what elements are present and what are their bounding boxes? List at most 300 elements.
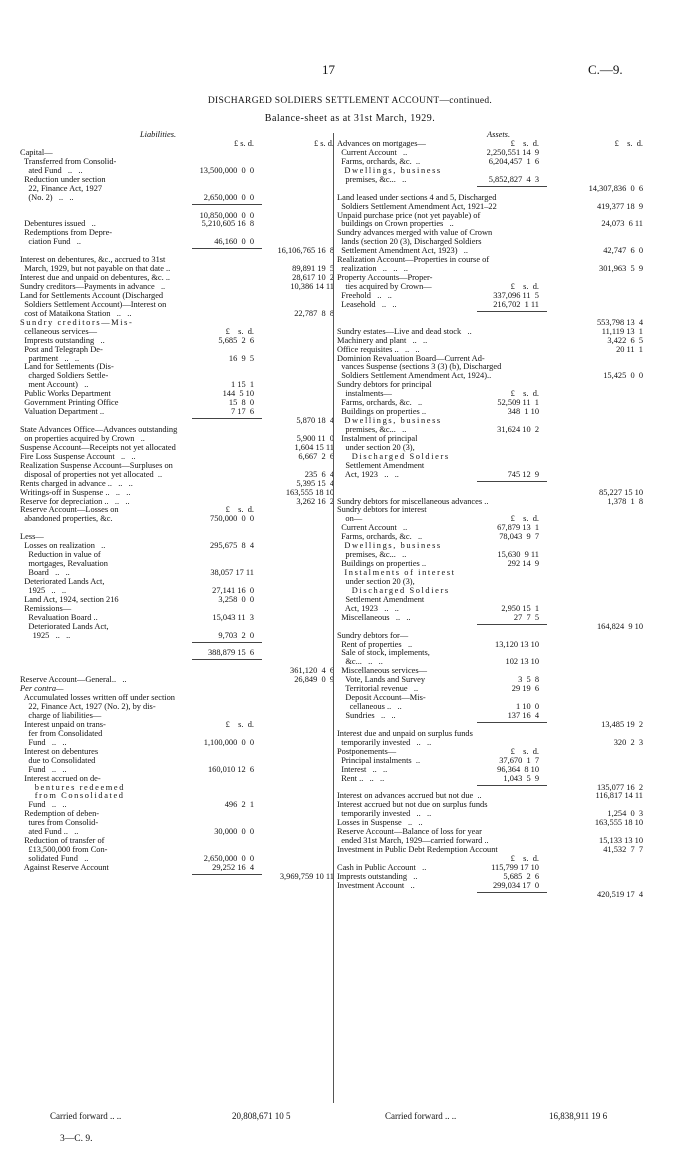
row-label: Investment Account ..: [337, 880, 415, 890]
inner-amount: 13,500,000 0 0: [199, 165, 254, 175]
assets-carried-label: Carried forward .. ..: [385, 1111, 457, 1121]
row-label: Losses in Suspense .. ..: [337, 818, 423, 828]
row-label: ended 31st March, 1929—carried forward ..: [337, 836, 489, 846]
row-label: Interest .. ..: [337, 764, 388, 774]
row-label: Dwellings, business: [337, 165, 442, 175]
row-label: Less—: [20, 532, 44, 542]
row-label: ciation Fund ..: [20, 237, 81, 247]
total-amount: 11,119 13 1: [601, 326, 643, 336]
row-label: Sundry advances merged with value of Crown: [337, 228, 493, 238]
table-row: [20, 873, 334, 882]
inner-amount: 2,650,000 0 0: [203, 192, 254, 202]
inner-amount: 15 8 0: [228, 398, 254, 408]
inner-amount: 78,043 9 7: [499, 532, 539, 542]
row-label: Land Act, 1924, section 216: [20, 594, 119, 604]
liabilities-column: [20, 131, 334, 882]
total-amount: 163,555 18 10: [594, 818, 643, 828]
row-label: Current Account ..: [337, 523, 408, 533]
inner-amount: 16 9 5: [228, 353, 254, 363]
row-label: Sundries .. ..: [337, 711, 396, 720]
table-row: [20, 578, 334, 587]
row-label: Fire Loss Suspense Account .. ..: [20, 451, 136, 461]
row-label: cellaneous services—: [20, 326, 97, 336]
row-label: Miscellaneous .. ..: [337, 612, 411, 622]
liabilities-carried-value: 20,808,671 10 5: [232, 1111, 291, 1121]
row-label: Advances on mortgages—: [337, 139, 426, 148]
table-row: [20, 676, 334, 685]
row-label: premises, &c... ..: [337, 174, 407, 184]
row-label: Instalment of principal: [337, 433, 418, 443]
row-label: Interest accrued on de-: [20, 773, 101, 783]
row-label: Sundry creditors—Payments in advance ..: [20, 282, 166, 291]
total-amount: 5,900 11 0: [296, 433, 334, 443]
inner-amount: 295,675 8 4: [210, 541, 254, 551]
table-row: [337, 506, 657, 515]
row-label: Reserve Account—Losses on: [20, 505, 119, 515]
total-amount: £ s. d.: [614, 139, 643, 148]
row-label: 22, Finance Act, 1927: [20, 183, 103, 193]
row-label: Deteriorated Lands Act,: [20, 576, 105, 586]
liabilities-rows: [20, 149, 334, 882]
row-label: Settlement Amendment: [337, 460, 425, 470]
row-label: Settlement Amendment: [337, 594, 425, 604]
inner-amount: 348 1 10: [507, 407, 539, 417]
sum-rule: [477, 311, 547, 312]
inner-amount: 46,160 0 0: [214, 237, 254, 247]
inner-amount: 29,252 16 4: [212, 862, 254, 872]
row-label: Vote, Lands and Survey: [337, 675, 426, 685]
inner-amount: 1 10 0: [515, 702, 539, 712]
row-label: Interest due and unpaid on surplus funds: [337, 728, 473, 738]
row-label: Office requisites .. .. ..: [337, 344, 420, 354]
inner-amount: 3,258 0 0: [218, 594, 254, 604]
inner-amount: 29 19 6: [511, 684, 539, 694]
inner-amount: 1,100,000 0 0: [203, 737, 254, 747]
total-amount: 116,817 14 11: [595, 791, 643, 801]
row-label: Reserve Account—General.. ..: [20, 675, 127, 685]
row-label: temporarily invested .. ..: [337, 737, 432, 747]
inner-amount: 745 12 9: [507, 469, 539, 479]
row-label: Redemptions from Depre-: [20, 228, 113, 238]
row-label: from Consolidated: [20, 791, 125, 801]
row-label: Realization Account—Properties in course of: [337, 255, 490, 265]
inner-amount: 216,702 1 11: [493, 299, 539, 309]
row-label: Settlement Amendment Act, 1923) ..: [337, 246, 468, 256]
row-label: partment .. ..: [20, 353, 80, 363]
inner-amount: 38,057 17 11: [210, 568, 254, 577]
total-amount: 361,120 4 6: [290, 666, 334, 676]
sum-rule: [477, 481, 547, 482]
assets-rows: [337, 140, 657, 900]
row-label: premises, &c... ..: [337, 425, 407, 434]
table-row: [20, 649, 334, 658]
row-label: Dominion Revaluation Board—Current Ad-: [337, 353, 485, 363]
row-label: charge of liabilities—: [20, 711, 102, 720]
row-label: under section 20 (3),: [337, 576, 415, 586]
inner-amount: 160,010 12 6: [207, 764, 254, 774]
row-label: Miscellaneous services—: [337, 666, 428, 676]
row-label: 22, Finance Act, 1927 (No. 2), by dis-: [20, 702, 156, 712]
row-label: due to Consolidated: [20, 755, 96, 765]
inner-amount: £ s. d.: [510, 854, 539, 863]
inner-amount: £ s. d.: [510, 139, 539, 148]
sum-rule: [192, 642, 262, 643]
total-amount: 3,262 16 2: [296, 496, 334, 506]
inner-amount: 27,141 16 0: [212, 585, 254, 595]
assets-column: [337, 131, 657, 900]
inner-amount: 67,879 13 1: [497, 523, 539, 533]
row-label: Realization Suspense Account—Surpluses on: [20, 460, 173, 470]
total-amount: 20 11 1: [616, 344, 643, 354]
row-label: cost of Mataikona Station .. ..: [20, 308, 132, 318]
row-label: on—: [337, 514, 363, 524]
row-label: Debentures issued ..: [20, 219, 96, 229]
inner-amount: £ s. d.: [225, 505, 254, 515]
row-label: Interest accrued but not due on surplus funds: [337, 800, 488, 810]
sum-rule: [192, 874, 262, 875]
total-amount: 301,963 5 9: [599, 264, 643, 274]
inner-amount: 15,043 11 3: [212, 612, 254, 622]
row-label: solidated Fund ..: [20, 854, 89, 863]
inner-amount: 292 14 9: [507, 559, 539, 569]
row-label: Fund .. ..: [20, 764, 67, 774]
row-label: Land for Settlements (Dis-: [20, 362, 114, 372]
total-amount: 6,667 2 6: [298, 451, 334, 461]
row-label: Postponements—: [337, 746, 397, 756]
inner-amount: £ s. d.: [225, 326, 254, 336]
row-label: Leasehold .. ..: [337, 299, 397, 309]
inner-amount: £ s. d.: [225, 719, 254, 729]
total-amount: 1,604 15 11: [294, 442, 334, 452]
row-label: Act, 1923 .. ..: [337, 603, 399, 613]
inner-amount: 388,879 15 6: [207, 648, 254, 658]
total-amount: 3,969,759 10 11: [279, 871, 334, 881]
row-label: State Advances Office—Advances outstanding: [20, 425, 178, 434]
inner-amount: 5,685 2 6: [503, 871, 539, 881]
total-amount: 164,824 9 10: [596, 621, 643, 631]
row-label: Suspense Account—Receipts not yet allocated: [20, 442, 176, 452]
total-amount: 553,798 13 4: [596, 317, 643, 327]
inner-amount: 102 13 10: [505, 657, 539, 667]
row-label: Imprests outstanding ..: [337, 871, 418, 881]
table-row: [337, 891, 657, 900]
page-subtitle: Balance-sheet as at 31st March, 1929.: [264, 113, 436, 124]
row-label: disposal of properties not yet allocated ..: [20, 469, 163, 479]
inner-amount: 31,624 10 2: [497, 425, 539, 434]
inner-amount: 2,650,000 0 0: [203, 854, 254, 863]
sum-rule: [477, 892, 547, 893]
row-label: temporarily invested .. ..: [337, 809, 432, 819]
row-label: fer from Consolidated: [20, 728, 103, 738]
liabilities-carried-label: Carried forward .. ..: [50, 1111, 122, 1121]
row-label: Interest on debentures: [20, 746, 99, 756]
row-label: premises, &c... ..: [337, 550, 407, 560]
row-label: ment Account) ..: [20, 380, 89, 390]
sum-rule: [192, 204, 262, 205]
row-label: Sale of stock, implements,: [337, 648, 430, 658]
page-title: DISCHARGED SOLDIERS SETTLEMENT ACCOUNT—continued.: [207, 96, 493, 106]
row-label: Instalments of interest: [337, 568, 456, 577]
assets-heading: Assets.: [487, 130, 511, 139]
total-amount: 15,425 0 0: [603, 371, 643, 381]
table-row: [20, 792, 334, 801]
inner-amount: £ s. d.: [510, 746, 539, 756]
total-amount: 89,891 19 5: [292, 264, 334, 274]
row-label: Rent of properties ..: [337, 639, 413, 649]
inner-amount: 27 7 5: [513, 612, 539, 622]
page-number: 17: [322, 62, 335, 77]
assets-carried-value: 16,838,911 19 6: [549, 1111, 608, 1121]
table-row: [337, 649, 657, 658]
total-amount: 13,485 19 2: [601, 719, 643, 729]
row-label: Reserve for depreciation .. .. ..: [20, 496, 130, 506]
total-amount: 26,849 0 9: [294, 675, 334, 685]
row-label: Imprests outstanding ..: [20, 335, 105, 345]
inner-amount: £ s. d.: [510, 282, 539, 291]
total-amount: 235 6 4: [304, 469, 334, 479]
inner-amount: 15,630 9 11: [497, 550, 539, 560]
sum-rule: [192, 248, 262, 249]
liabilities-heading: Liabilities.: [140, 130, 177, 139]
inner-amount: 299,034 17 0: [492, 880, 539, 890]
row-label: Sundry debtors for interest: [337, 505, 427, 515]
row-label: Reduction of transfer of: [20, 836, 105, 846]
row-label: Valuation Department ..: [20, 407, 105, 417]
table-row: [20, 194, 334, 203]
row-label: Dwellings, business: [337, 541, 442, 551]
row-label: bentures redeemed: [20, 782, 125, 792]
table-row: [20, 757, 334, 766]
row-label: Against Reserve Account: [20, 862, 109, 872]
page-footer-reference: 3—C. 9.: [60, 1134, 93, 1144]
total-amount: 14,307,836 0 6: [588, 183, 643, 193]
row-label: Soldiers Settlement Amendment Act, 1921–22: [337, 201, 497, 211]
row-label: &c... .. ..: [337, 657, 383, 667]
row-label: Sundry debtors for principal: [337, 380, 432, 390]
row-label: Sundry estates—Live and dead stock ..: [337, 326, 472, 336]
row-label: tures from Consolid-: [20, 818, 99, 828]
row-label: Discharged Soldiers: [337, 451, 450, 461]
sum-rule: [477, 722, 547, 723]
inner-amount: 1 15 1: [230, 380, 254, 390]
inner-amount: 37,670 1 7: [499, 755, 539, 765]
row-label: Writings-off in Suspense .. .. ..: [20, 487, 131, 497]
total-amount: 22,787 8 8: [294, 308, 334, 318]
row-label: lands (section 20 (3), Discharged Soldiers: [337, 237, 482, 247]
row-label: (No. 2) .. ..: [20, 192, 74, 202]
sum-rule: [477, 186, 547, 187]
row-label: Dwellings, business: [337, 416, 442, 426]
total-amount: 24,073 6 11: [601, 219, 643, 229]
total-amount: 135,077 16 2: [596, 782, 643, 792]
row-label: Investment in Public Debt Redemption Account: [337, 845, 498, 855]
row-label: Farms, orchards, &c. ..: [337, 532, 423, 542]
row-label: Per contra—: [20, 684, 64, 694]
row-label: Remissions—: [20, 603, 72, 613]
units-outer: £ s. d.: [313, 139, 334, 148]
row-label: Interest on debentures, &c., accrued to 31st: [20, 255, 166, 265]
total-amount: 15,133 13 10: [599, 836, 643, 846]
row-label: Principal instalments ..: [337, 755, 421, 765]
row-label: Transferred from Consolid-: [20, 156, 117, 166]
row-label: Reduction under section: [20, 174, 106, 184]
row-label: Rents charged in advance .. .. ..: [20, 478, 133, 488]
inner-amount: 496 2 1: [224, 800, 254, 810]
row-label: Losses on realization ..: [20, 541, 106, 551]
total-amount: 320 2 3: [613, 737, 643, 747]
column-divider: [333, 133, 334, 1103]
row-label: Post and Telegraph De-: [20, 344, 103, 354]
inner-amount: 337,096 11 5: [493, 290, 539, 300]
inner-amount: 13,120 13 10: [495, 639, 539, 649]
row-label: Discharged Soldiers: [337, 585, 450, 595]
row-label: charged Soldiers Settle-: [20, 371, 109, 381]
sum-rule: [192, 418, 262, 419]
inner-amount: 750,000 0 0: [210, 514, 254, 524]
inner-amount: 5,210,605 16 8: [201, 219, 254, 229]
row-label: March, 1929, but not payable on that date ..: [20, 264, 171, 274]
row-label: Machinery and plant .. ..: [337, 335, 428, 345]
inner-amount: 3 5 8: [518, 675, 539, 685]
table-row: [20, 632, 334, 641]
row-label: Land leased under sections 4 and 5, Discharged: [337, 192, 497, 202]
row-label: Soldiers Settlement Account)—Interest on: [20, 299, 167, 309]
row-label: 1925 .. ..: [20, 585, 67, 595]
report-reference: C.—9.: [588, 62, 623, 77]
row-label: Capital—: [20, 147, 53, 157]
row-label: Deteriorated Lands Act,: [20, 621, 109, 631]
row-label: Interest due and unpaid on debentures, &c. ..: [20, 273, 171, 283]
table-row: [337, 301, 657, 310]
inner-amount: 6,204,457 1 6: [488, 156, 539, 166]
row-label: Accumulated losses written off under section: [20, 693, 175, 703]
row-label: ties acquired by Crown—: [337, 282, 432, 291]
table-row: [337, 766, 657, 775]
row-label: Farms, orchards, &c. ..: [337, 398, 423, 408]
table-row: [20, 408, 334, 417]
total-amount: 41,532 7 7: [603, 845, 643, 855]
table-row: [20, 641, 334, 650]
inner-amount: 10,850,000 0 0: [199, 210, 254, 220]
table-row: [337, 846, 657, 855]
table-row: [20, 730, 334, 739]
row-label: Rent .. .. ..: [337, 773, 385, 783]
row-label: ated Fund .. ..: [20, 827, 79, 837]
liabilities-units-row: [20, 140, 334, 149]
row-label: abandoned properties, &c.: [20, 514, 113, 524]
row-label: Property Accounts—Proper-: [337, 273, 433, 283]
row-label: ated Fund .. ..: [20, 165, 83, 175]
inner-amount: £ s. d.: [510, 389, 539, 399]
inner-amount: 30,000 0 0: [214, 827, 254, 837]
inner-amount: 1,043 5 9: [503, 773, 539, 783]
row-label: Board .. ..: [20, 568, 70, 577]
row-label: Sundry creditors—Mis-: [20, 317, 134, 327]
row-label: Farms, orchards, &c. ..: [337, 156, 421, 166]
row-label: Buildings on properties ..: [337, 407, 427, 417]
row-label: Fund .. ..: [20, 800, 67, 810]
total-amount: 10,386 14 11: [290, 282, 334, 291]
inner-amount: £ s. d.: [510, 514, 539, 524]
row-label: Unpaid purchase price (not yet payable) of: [337, 210, 481, 220]
row-label: Buildings on properties ..: [337, 559, 427, 569]
total-amount: 1,254 0 3: [607, 809, 643, 819]
row-label: 1925 .. ..: [20, 630, 71, 640]
row-label: Reduction in value of: [20, 550, 101, 560]
inner-amount: 9,703 2 0: [218, 630, 254, 640]
row-label: Revaluation Board ..: [20, 612, 98, 622]
row-label: Freehold .. ..: [337, 290, 392, 300]
table-row: [20, 203, 334, 212]
table-row: [20, 515, 334, 524]
row-label: realization .. .. ..: [337, 264, 408, 274]
row-label: Reserve Account—Balance of loss for year: [337, 827, 482, 837]
row-label: buildings on Crown properties ..: [337, 219, 454, 229]
total-amount: 3,422 6 5: [607, 335, 643, 345]
total-amount: 5,395 15 4: [296, 478, 334, 488]
inner-amount: 5,685 2 6: [218, 335, 254, 345]
total-amount: 85,227 15 10: [599, 487, 643, 497]
row-label: cellaneous .. ..: [337, 702, 402, 712]
inner-amount: 2,250,551 14 9: [486, 147, 539, 157]
table-row: [20, 524, 334, 533]
inner-amount: 115,799 17 10: [491, 862, 539, 872]
sum-rule: [192, 659, 262, 660]
inner-amount: 144 5 10: [222, 389, 254, 399]
total-amount: 42,747 6 0: [603, 246, 643, 256]
total-amount: 5,870 18 4: [296, 416, 334, 426]
total-amount: 1,378 1 8: [607, 496, 643, 506]
inner-amount: 52,509 11 1: [497, 398, 539, 408]
row-label: Interest unpaid on trans-: [20, 719, 106, 729]
table-row: [20, 658, 334, 667]
inner-amount: 5,852,827 4 3: [488, 174, 539, 184]
row-label: under section 20 (3),: [337, 442, 415, 452]
row-label: £13,500,000 from Con-: [20, 845, 108, 855]
row-label: Sundry debtors for miscellaneous advances ..: [337, 496, 489, 506]
row-label: Soldiers Settlement Amendment Act, 1924)..: [337, 371, 492, 381]
row-label: Deposit Account—Mis-: [337, 693, 426, 703]
row-label: Territorial revenue ..: [337, 684, 419, 694]
row-label: Act, 1923 .. ..: [337, 469, 399, 479]
row-label: mortgages, Revaluation: [20, 559, 108, 569]
table-row: [337, 471, 657, 480]
row-label: Interest on advances accrued but not due ..: [337, 791, 482, 801]
inner-amount: 7 17 6: [230, 407, 254, 417]
total-amount: 28,617 10 2: [292, 273, 334, 283]
row-label: Government Printing Office: [20, 398, 119, 408]
sum-rule: [477, 624, 547, 625]
row-label: Land for Settlements Account (Discharged: [20, 290, 164, 300]
row-label: Cash in Public Account ..: [337, 862, 427, 872]
total-amount: 419,377 18 9: [596, 201, 643, 211]
row-label: Public Works Department: [20, 389, 111, 399]
sum-rule: [477, 785, 547, 786]
row-label: Sundry debtors for—: [337, 630, 409, 640]
inner-amount: 137 16 4: [507, 711, 539, 720]
row-label: Fund .. ..: [20, 737, 67, 747]
row-label: vances Suspense (sections 3 (3) (b), Discharged: [337, 362, 502, 372]
units-inner: £ s. d.: [233, 139, 254, 148]
inner-amount: 2,950 15 1: [501, 603, 539, 613]
total-amount: 420,519 17 4: [596, 889, 643, 899]
row-label: instalments—: [337, 389, 392, 399]
total-amount: 163,555 18 10: [285, 487, 334, 497]
row-label: Redemption of deben-: [20, 809, 100, 819]
inner-amount: 96,364 8 10: [497, 764, 539, 774]
total-amount: 16,106,765 16 8: [277, 246, 334, 256]
row-label: on properties acquired by Crown ..: [20, 433, 145, 443]
